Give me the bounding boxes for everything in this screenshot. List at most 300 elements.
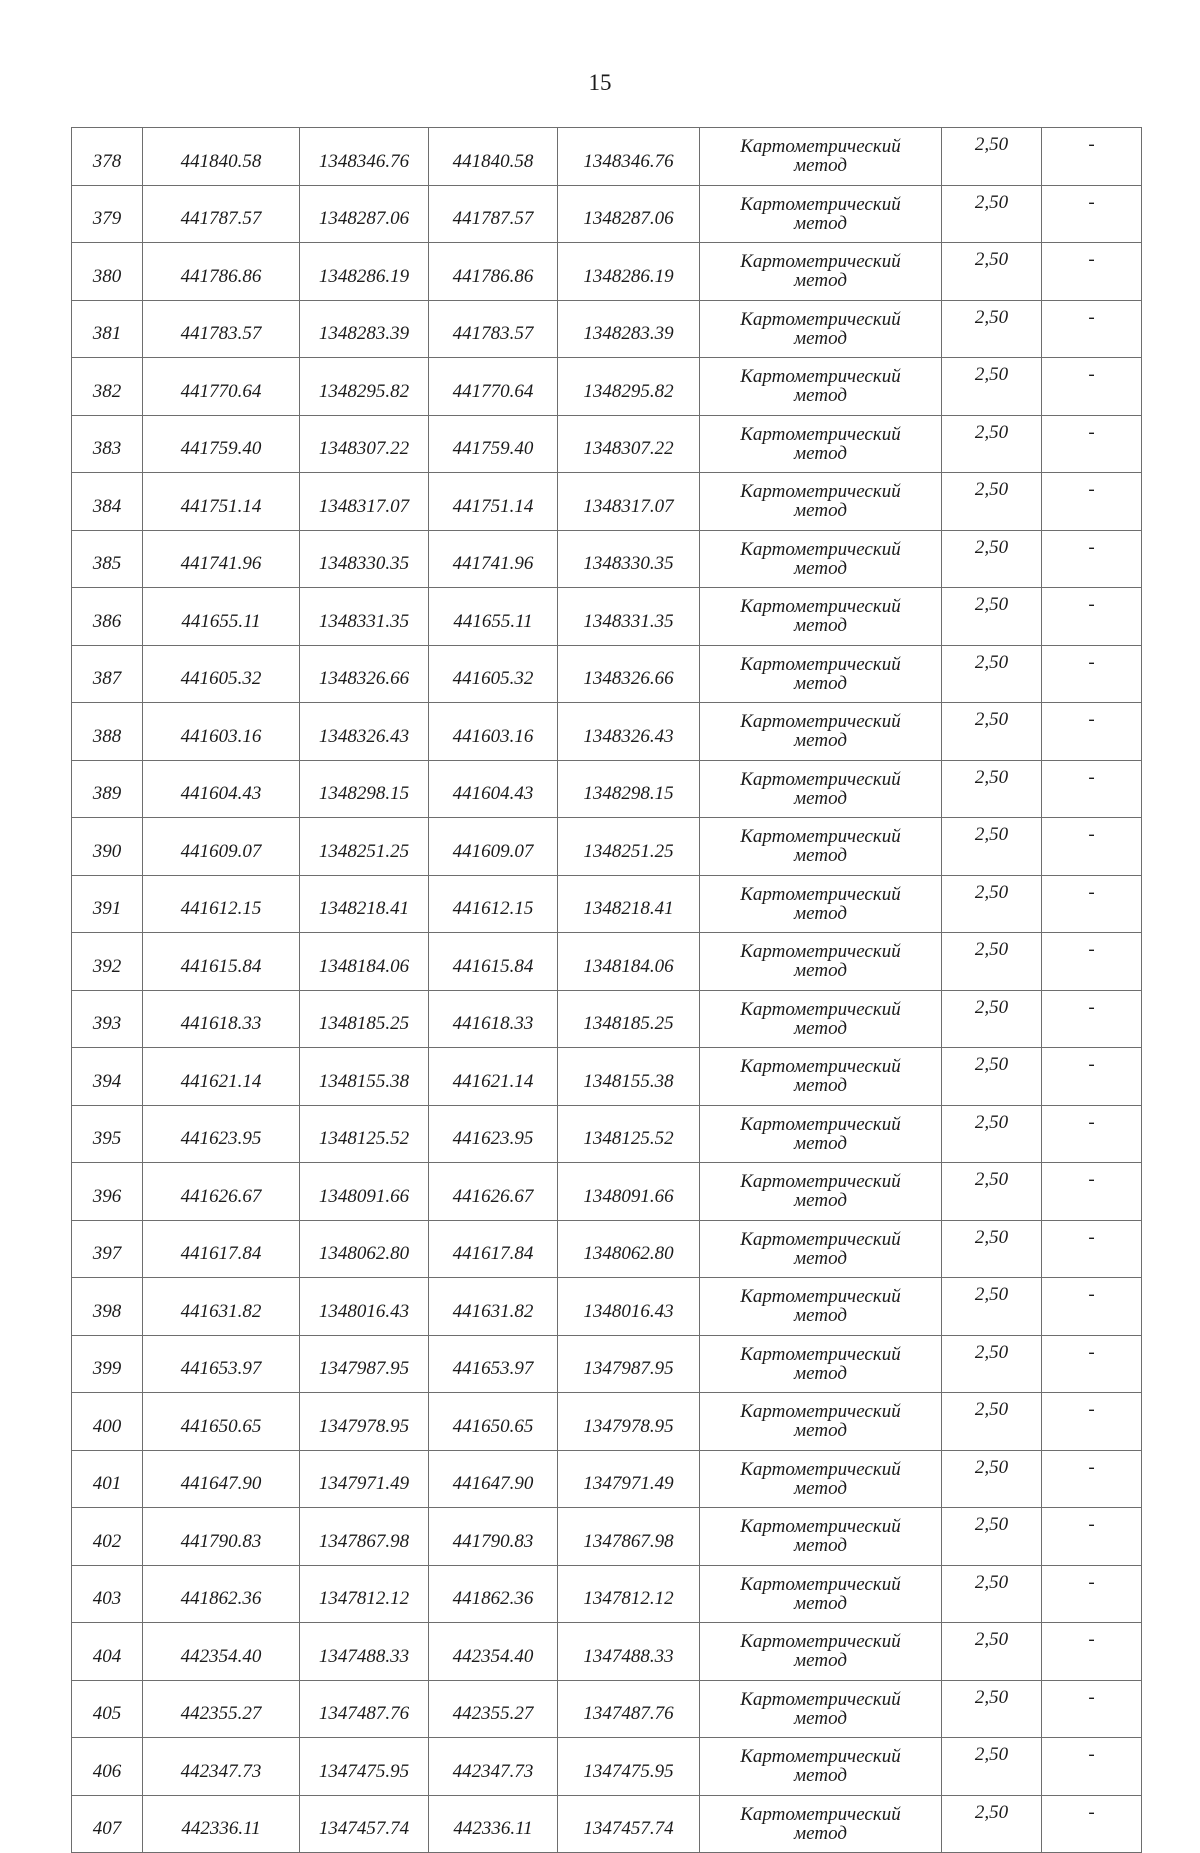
existing-x-cell: 441623.95	[143, 1105, 300, 1163]
accuracy-cell: 2,50	[942, 473, 1042, 531]
description-cell: -	[1042, 818, 1142, 876]
point-number-cell: 385	[72, 530, 143, 588]
table-row	[72, 243, 1142, 301]
method-line1: Картометрический	[740, 1401, 901, 1423]
new-y-cell: 1348330.35	[558, 530, 700, 588]
description-cell: -	[1042, 530, 1142, 588]
method-line1: Картометрический	[740, 423, 901, 445]
description-cell: -	[1042, 1220, 1142, 1278]
new-y-cell: 1348295.82	[558, 358, 700, 416]
accuracy-cell: 2,50	[942, 358, 1042, 416]
description-cell: -	[1042, 645, 1142, 703]
new-x-cell: 442347.73	[429, 1738, 558, 1796]
table-row	[72, 760, 1142, 818]
method-cell	[700, 1278, 942, 1336]
point-number-cell: 390	[72, 818, 143, 876]
accuracy-cell: 2,50	[942, 760, 1042, 818]
point-number-cell: 382	[72, 358, 143, 416]
method-line1: Картометрический	[740, 251, 901, 273]
accuracy-cell: 2,50	[942, 1795, 1042, 1853]
existing-x-cell: 441759.40	[143, 415, 300, 473]
method-cell	[700, 990, 942, 1048]
method-line2: метод	[794, 212, 847, 234]
existing-y-cell: 1347867.98	[300, 1508, 429, 1566]
point-number-cell: 399	[72, 1335, 143, 1393]
description-cell: -	[1042, 1163, 1142, 1221]
point-number-cell: 387	[72, 645, 143, 703]
method-line2: метод	[794, 1592, 847, 1614]
table-row	[72, 1393, 1142, 1451]
method-line2: метод	[794, 1075, 847, 1097]
method-line1: Картометрический	[740, 1171, 901, 1193]
page-number: 15	[588, 70, 612, 95]
new-x-cell: 442355.27	[429, 1680, 558, 1738]
new-x-cell: 441741.96	[429, 530, 558, 588]
description-cell: -	[1042, 128, 1142, 186]
method-line1: Картометрический	[740, 1631, 901, 1653]
existing-x-cell: 441790.83	[143, 1508, 300, 1566]
method-line1: Картометрический	[740, 1746, 901, 1768]
existing-x-cell: 441655.11	[143, 588, 300, 646]
method-cell	[700, 1565, 942, 1623]
method-line2: метод	[794, 960, 847, 982]
accuracy-cell: 2,50	[942, 300, 1042, 358]
new-x-cell: 441626.67	[429, 1163, 558, 1221]
accuracy-cell: 2,50	[942, 1393, 1042, 1451]
new-x-cell: 441786.86	[429, 243, 558, 301]
table-row	[72, 933, 1142, 991]
existing-x-cell: 441605.32	[143, 645, 300, 703]
method-cell	[700, 185, 942, 243]
accuracy-cell: 2,50	[942, 243, 1042, 301]
accuracy-cell: 2,50	[942, 1623, 1042, 1681]
table-row	[72, 875, 1142, 933]
point-number-cell: 380	[72, 243, 143, 301]
existing-y-cell: 1348307.22	[300, 415, 429, 473]
method-line2: метод	[794, 672, 847, 694]
new-y-cell: 1347978.95	[558, 1393, 700, 1451]
method-line2: метод	[794, 730, 847, 752]
accuracy-cell: 2,50	[942, 645, 1042, 703]
new-y-cell: 1348155.38	[558, 1048, 700, 1106]
existing-y-cell: 1348326.43	[300, 703, 429, 761]
new-x-cell: 441617.84	[429, 1220, 558, 1278]
method-cell	[700, 243, 942, 301]
new-y-cell: 1348016.43	[558, 1278, 700, 1336]
method-line2: метод	[794, 1707, 847, 1729]
method-line2: метод	[794, 1362, 847, 1384]
accuracy-cell: 2,50	[942, 1450, 1042, 1508]
method-cell	[700, 1738, 942, 1796]
new-y-cell: 1347987.95	[558, 1335, 700, 1393]
description-cell: -	[1042, 1048, 1142, 1106]
new-y-cell: 1348331.35	[558, 588, 700, 646]
description-cell: -	[1042, 1508, 1142, 1566]
method-cell	[700, 300, 942, 358]
existing-y-cell: 1348330.35	[300, 530, 429, 588]
method-line2: метод	[794, 270, 847, 292]
method-line1: Картометрический	[740, 883, 901, 905]
table-row	[72, 415, 1142, 473]
accuracy-cell: 2,50	[942, 530, 1042, 588]
table-row	[72, 818, 1142, 876]
new-x-cell: 441862.36	[429, 1565, 558, 1623]
point-number-cell: 395	[72, 1105, 143, 1163]
new-y-cell: 1347457.74	[558, 1795, 700, 1853]
new-x-cell: 441653.97	[429, 1335, 558, 1393]
existing-y-cell: 1348326.66	[300, 645, 429, 703]
new-x-cell: 441631.82	[429, 1278, 558, 1336]
table-row	[72, 1738, 1142, 1796]
accuracy-cell: 2,50	[942, 1105, 1042, 1163]
description-cell: -	[1042, 1680, 1142, 1738]
new-x-cell: 442336.11	[429, 1795, 558, 1853]
new-y-cell: 1347488.33	[558, 1623, 700, 1681]
accuracy-cell: 2,50	[942, 875, 1042, 933]
method-line1: Картометрический	[740, 481, 901, 503]
method-line1: Картометрический	[740, 538, 901, 560]
method-cell	[700, 588, 942, 646]
table-row	[72, 1220, 1142, 1278]
existing-x-cell: 441615.84	[143, 933, 300, 991]
new-y-cell: 1348307.22	[558, 415, 700, 473]
table-row	[72, 1795, 1142, 1853]
point-number-cell: 404	[72, 1623, 143, 1681]
method-line1: Картометрический	[740, 1056, 901, 1078]
description-cell: -	[1042, 1738, 1142, 1796]
existing-y-cell: 1348283.39	[300, 300, 429, 358]
new-y-cell: 1348326.43	[558, 703, 700, 761]
method-cell	[700, 1450, 942, 1508]
existing-y-cell: 1348251.25	[300, 818, 429, 876]
method-line2: метод	[794, 845, 847, 867]
point-number-cell: 403	[72, 1565, 143, 1623]
table-row	[72, 1565, 1142, 1623]
point-number-cell: 381	[72, 300, 143, 358]
point-number-cell: 391	[72, 875, 143, 933]
existing-y-cell: 1347987.95	[300, 1335, 429, 1393]
point-number-cell: 378	[72, 128, 143, 186]
description-cell: -	[1042, 1393, 1142, 1451]
new-y-cell: 1348251.25	[558, 818, 700, 876]
table-row	[72, 1450, 1142, 1508]
method-line2: метод	[794, 615, 847, 637]
table-row	[72, 588, 1142, 646]
table-body	[72, 128, 1142, 1853]
table-row	[72, 1048, 1142, 1106]
new-x-cell: 442354.40	[429, 1623, 558, 1681]
accuracy-cell: 2,50	[942, 588, 1042, 646]
method-line1: Картометрический	[740, 941, 901, 963]
existing-x-cell: 441751.14	[143, 473, 300, 531]
method-line1: Картометрический	[740, 308, 901, 330]
new-x-cell: 441770.64	[429, 358, 558, 416]
existing-x-cell: 441612.15	[143, 875, 300, 933]
method-cell	[700, 703, 942, 761]
method-cell	[700, 1335, 942, 1393]
method-line1: Картометрический	[740, 366, 901, 388]
table-row	[72, 1623, 1142, 1681]
existing-x-cell: 441787.57	[143, 185, 300, 243]
existing-x-cell: 441786.86	[143, 243, 300, 301]
method-line2: метод	[794, 155, 847, 177]
existing-x-cell: 442347.73	[143, 1738, 300, 1796]
existing-x-cell: 441621.14	[143, 1048, 300, 1106]
new-x-cell: 441751.14	[429, 473, 558, 531]
new-y-cell: 1348062.80	[558, 1220, 700, 1278]
table-row	[72, 473, 1142, 531]
table-row	[72, 645, 1142, 703]
method-line2: метод	[794, 1190, 847, 1212]
existing-x-cell: 441783.57	[143, 300, 300, 358]
method-line1: Картометрический	[740, 711, 901, 733]
accuracy-cell: 2,50	[942, 990, 1042, 1048]
table-row	[72, 990, 1142, 1048]
new-x-cell: 441603.16	[429, 703, 558, 761]
existing-y-cell: 1347487.76	[300, 1680, 429, 1738]
point-number-cell: 401	[72, 1450, 143, 1508]
new-x-cell: 441612.15	[429, 875, 558, 933]
method-cell	[700, 1795, 942, 1853]
method-line1: Картометрический	[740, 1286, 901, 1308]
method-line1: Картометрический	[740, 1458, 901, 1480]
existing-x-cell: 441653.97	[143, 1335, 300, 1393]
point-number-cell: 400	[72, 1393, 143, 1451]
new-y-cell: 1348283.39	[558, 300, 700, 358]
method-cell	[700, 1680, 942, 1738]
method-cell	[700, 1393, 942, 1451]
new-y-cell: 1348298.15	[558, 760, 700, 818]
description-cell: -	[1042, 473, 1142, 531]
new-y-cell: 1348184.06	[558, 933, 700, 991]
point-number-cell: 402	[72, 1508, 143, 1566]
method-line2: метод	[794, 1765, 847, 1787]
accuracy-cell: 2,50	[942, 1738, 1042, 1796]
description-cell: -	[1042, 1105, 1142, 1163]
description-cell: -	[1042, 990, 1142, 1048]
accuracy-cell: 2,50	[942, 818, 1042, 876]
point-number-cell: 393	[72, 990, 143, 1048]
description-cell: -	[1042, 358, 1142, 416]
method-line2: метод	[794, 1650, 847, 1672]
new-y-cell: 1348218.41	[558, 875, 700, 933]
table-row	[72, 128, 1142, 186]
method-line2: метод	[794, 1535, 847, 1557]
method-cell	[700, 818, 942, 876]
method-line1: Картометрический	[740, 768, 901, 790]
accuracy-cell: 2,50	[942, 703, 1042, 761]
existing-x-cell: 441631.82	[143, 1278, 300, 1336]
accuracy-cell: 2,50	[942, 1680, 1042, 1738]
method-cell	[700, 1048, 942, 1106]
existing-y-cell: 1348287.06	[300, 185, 429, 243]
accuracy-cell: 2,50	[942, 415, 1042, 473]
existing-y-cell: 1347488.33	[300, 1623, 429, 1681]
method-line1: Картометрический	[740, 1516, 901, 1538]
point-number-cell: 407	[72, 1795, 143, 1853]
new-x-cell: 441647.90	[429, 1450, 558, 1508]
new-x-cell: 441604.43	[429, 760, 558, 818]
existing-y-cell: 1348331.35	[300, 588, 429, 646]
method-line2: метод	[794, 1247, 847, 1269]
method-cell	[700, 1105, 942, 1163]
existing-y-cell: 1348317.07	[300, 473, 429, 531]
existing-x-cell: 441626.67	[143, 1163, 300, 1221]
existing-y-cell: 1347978.95	[300, 1393, 429, 1451]
method-line2: метод	[794, 1305, 847, 1327]
method-cell	[700, 760, 942, 818]
table-row	[72, 185, 1142, 243]
new-x-cell: 441650.65	[429, 1393, 558, 1451]
method-cell	[700, 875, 942, 933]
existing-y-cell: 1348016.43	[300, 1278, 429, 1336]
method-cell	[700, 1220, 942, 1278]
table-row	[72, 1278, 1142, 1336]
method-line2: метод	[794, 1420, 847, 1442]
method-line2: метод	[794, 385, 847, 407]
accuracy-cell: 2,50	[942, 1048, 1042, 1106]
new-y-cell: 1348091.66	[558, 1163, 700, 1221]
point-number-cell: 397	[72, 1220, 143, 1278]
existing-x-cell: 442336.11	[143, 1795, 300, 1853]
accuracy-cell: 2,50	[942, 1565, 1042, 1623]
method-line2: метод	[794, 1017, 847, 1039]
description-cell: -	[1042, 760, 1142, 818]
new-y-cell: 1348286.19	[558, 243, 700, 301]
description-cell: -	[1042, 1795, 1142, 1853]
method-line2: метод	[794, 1132, 847, 1154]
existing-x-cell: 442355.27	[143, 1680, 300, 1738]
table-row	[72, 1105, 1142, 1163]
existing-y-cell: 1348155.38	[300, 1048, 429, 1106]
method-line1: Картометрический	[740, 998, 901, 1020]
point-number-cell: 384	[72, 473, 143, 531]
table-row	[72, 1680, 1142, 1738]
point-number-cell: 396	[72, 1163, 143, 1221]
existing-x-cell: 441609.07	[143, 818, 300, 876]
point-number-cell: 389	[72, 760, 143, 818]
existing-x-cell: 441604.43	[143, 760, 300, 818]
method-line2: метод	[794, 902, 847, 924]
new-y-cell: 1347475.95	[558, 1738, 700, 1796]
new-y-cell: 1347971.49	[558, 1450, 700, 1508]
method-line1: Картометрический	[740, 1228, 901, 1250]
existing-x-cell: 441770.64	[143, 358, 300, 416]
method-cell	[700, 358, 942, 416]
method-line1: Картометрический	[740, 1573, 901, 1595]
existing-x-cell: 441618.33	[143, 990, 300, 1048]
method-line1: Картометрический	[740, 1113, 901, 1135]
new-x-cell: 441621.14	[429, 1048, 558, 1106]
new-x-cell: 441840.58	[429, 128, 558, 186]
existing-x-cell: 441650.65	[143, 1393, 300, 1451]
table-row	[72, 1508, 1142, 1566]
new-x-cell: 441623.95	[429, 1105, 558, 1163]
point-number-cell: 388	[72, 703, 143, 761]
existing-y-cell: 1348295.82	[300, 358, 429, 416]
point-number-cell: 405	[72, 1680, 143, 1738]
new-x-cell: 441618.33	[429, 990, 558, 1048]
new-y-cell: 1348185.25	[558, 990, 700, 1048]
accuracy-cell: 2,50	[942, 1220, 1042, 1278]
point-number-cell: 398	[72, 1278, 143, 1336]
description-cell: -	[1042, 185, 1142, 243]
description-cell: -	[1042, 933, 1142, 991]
table-row	[72, 1163, 1142, 1221]
method-line1: Картометрический	[740, 1803, 901, 1825]
method-cell	[700, 933, 942, 991]
table-row	[72, 300, 1142, 358]
accuracy-cell: 2,50	[942, 1278, 1042, 1336]
description-cell: -	[1042, 1623, 1142, 1681]
new-x-cell: 441655.11	[429, 588, 558, 646]
description-cell: -	[1042, 703, 1142, 761]
existing-y-cell: 1347971.49	[300, 1450, 429, 1508]
method-cell	[700, 1623, 942, 1681]
point-number-cell: 406	[72, 1738, 143, 1796]
table-row	[72, 530, 1142, 588]
method-line1: Картометрический	[740, 1688, 901, 1710]
method-line2: метод	[794, 442, 847, 464]
existing-y-cell: 1347457.74	[300, 1795, 429, 1853]
existing-x-cell: 441603.16	[143, 703, 300, 761]
new-y-cell: 1348346.76	[558, 128, 700, 186]
point-number-cell: 386	[72, 588, 143, 646]
method-cell	[700, 473, 942, 531]
method-line2: метод	[794, 557, 847, 579]
existing-y-cell: 1348125.52	[300, 1105, 429, 1163]
new-y-cell: 1348326.66	[558, 645, 700, 703]
existing-x-cell: 441840.58	[143, 128, 300, 186]
existing-y-cell: 1348286.19	[300, 243, 429, 301]
existing-x-cell: 441647.90	[143, 1450, 300, 1508]
method-line1: Картометрический	[740, 653, 901, 675]
accuracy-cell: 2,50	[942, 1335, 1042, 1393]
existing-y-cell: 1348346.76	[300, 128, 429, 186]
existing-y-cell: 1348184.06	[300, 933, 429, 991]
accuracy-cell: 2,50	[942, 933, 1042, 991]
description-cell: -	[1042, 875, 1142, 933]
method-line2: метод	[794, 327, 847, 349]
existing-x-cell: 441617.84	[143, 1220, 300, 1278]
new-x-cell: 441609.07	[429, 818, 558, 876]
existing-x-cell: 441862.36	[143, 1565, 300, 1623]
existing-x-cell: 441741.96	[143, 530, 300, 588]
new-y-cell: 1347812.12	[558, 1565, 700, 1623]
point-number-cell: 379	[72, 185, 143, 243]
new-y-cell: 1348317.07	[558, 473, 700, 531]
method-cell	[700, 645, 942, 703]
new-y-cell: 1348287.06	[558, 185, 700, 243]
new-x-cell: 441605.32	[429, 645, 558, 703]
accuracy-cell: 2,50	[942, 1508, 1042, 1566]
description-cell: -	[1042, 243, 1142, 301]
existing-y-cell: 1348298.15	[300, 760, 429, 818]
new-x-cell: 441783.57	[429, 300, 558, 358]
table-row	[72, 1335, 1142, 1393]
description-cell: -	[1042, 300, 1142, 358]
method-line1: Картометрический	[740, 596, 901, 618]
description-cell: -	[1042, 1335, 1142, 1393]
new-y-cell: 1348125.52	[558, 1105, 700, 1163]
description-cell: -	[1042, 1278, 1142, 1336]
new-y-cell: 1347487.76	[558, 1680, 700, 1738]
new-x-cell: 441759.40	[429, 415, 558, 473]
table-row	[72, 703, 1142, 761]
existing-y-cell: 1348062.80	[300, 1220, 429, 1278]
method-line2: метод	[794, 787, 847, 809]
existing-x-cell: 442354.40	[143, 1623, 300, 1681]
